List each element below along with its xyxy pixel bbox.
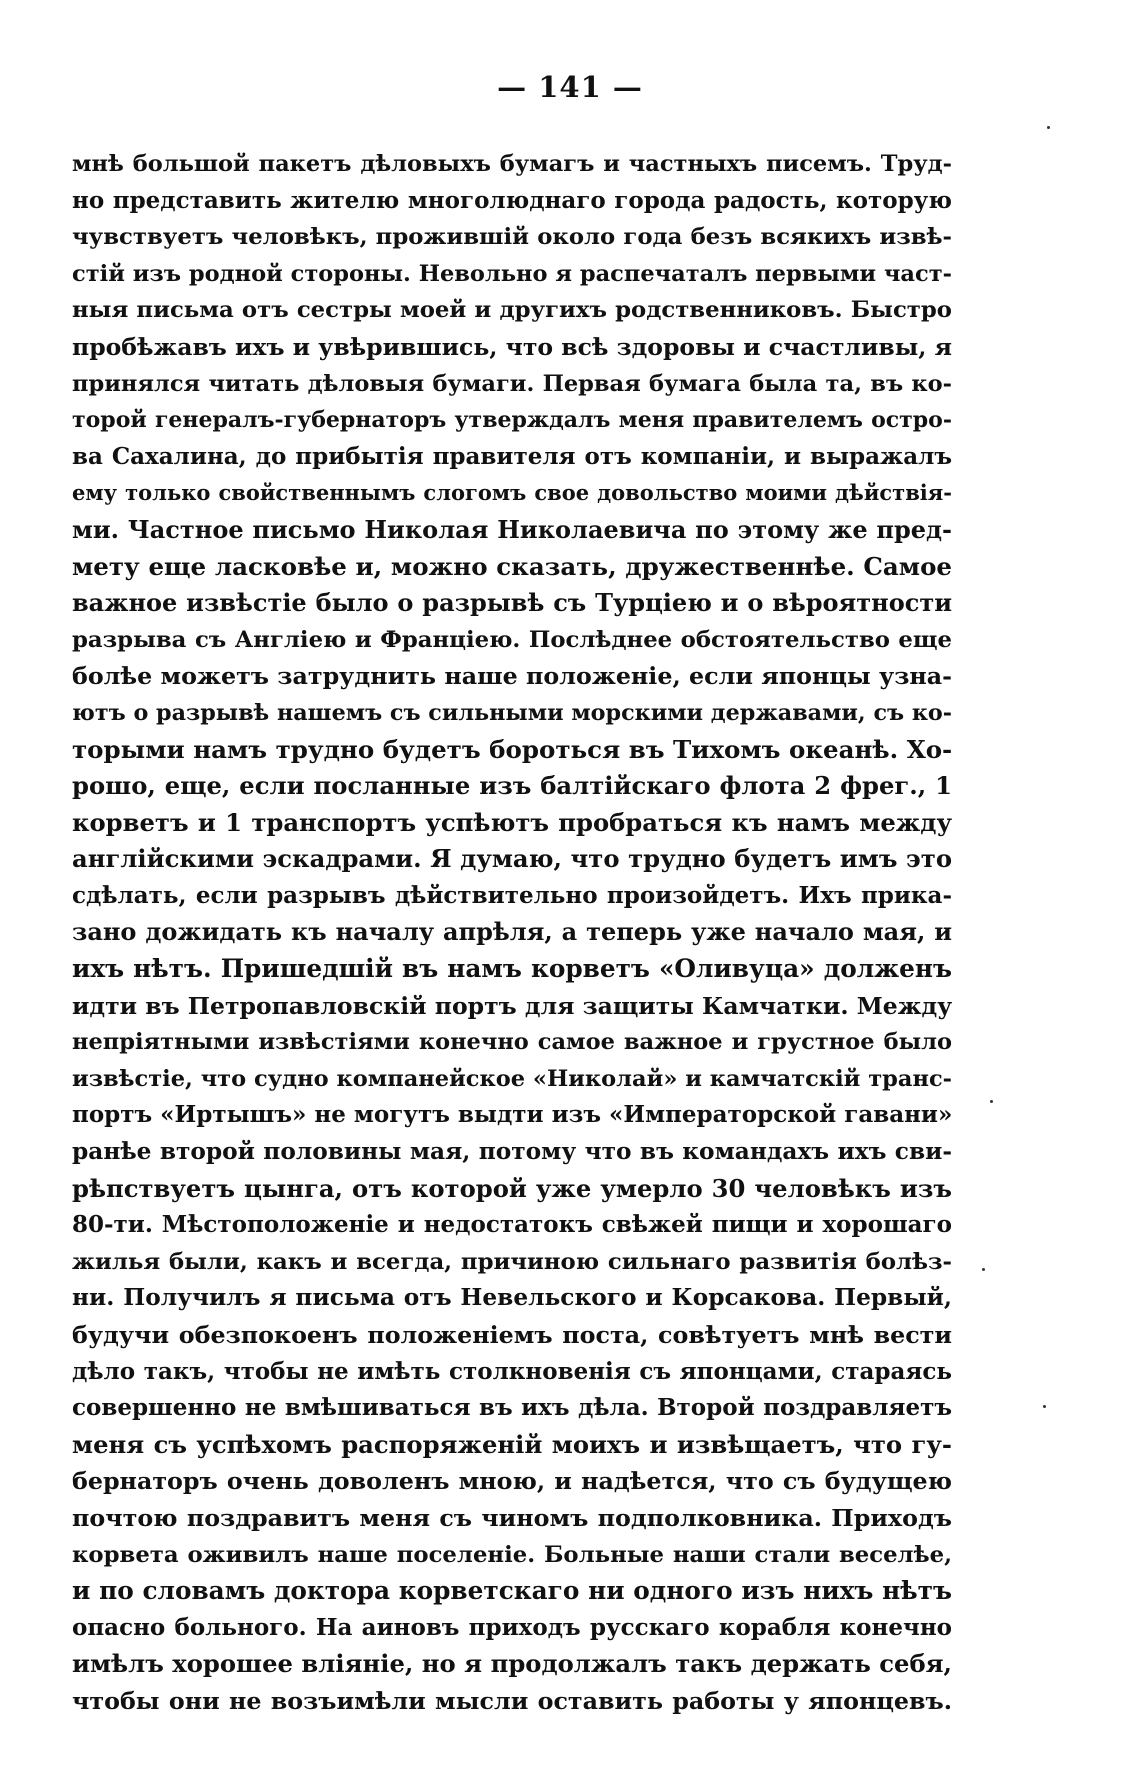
text-line: мету еще ласковѣе и, можно сказать, дружественнѣе. Самое <box>72 551 952 581</box>
text-line: важное извѣстіе было о разрывѣ съ Турціею и о вѣроятности <box>72 588 952 618</box>
print-speck <box>1043 1405 1046 1408</box>
print-speck <box>982 1268 985 1271</box>
text-line: ему только свойственнымъ слогомъ свое довольство моими дѣйствія- <box>72 480 952 506</box>
text-line: торыми намъ трудно будетъ бороться въ Тихомъ океанѣ. Хо- <box>72 734 952 764</box>
text-line: зано дожидать къ началу апрѣля, а теперь уже начало мая, и <box>72 917 952 947</box>
text-line: совершенно не вмѣшиваться въ ихъ дѣла. Второй поздравляетъ <box>72 1394 952 1422</box>
print-speck <box>1047 126 1050 129</box>
text-line: рѣпствуетъ цынга, отъ которой уже умерло 30 человѣкъ изъ <box>72 1173 952 1203</box>
text-line: дѣло такъ, чтобы не имѣть столкновенія съ японцами, стараясь <box>72 1357 952 1385</box>
text-line: корвета оживилъ наше поселеніе. Больные наши стали веселѣе, <box>72 1541 952 1568</box>
text-line: имѣлъ хорошее вліяніе, но я продолжалъ такъ держать себя, <box>72 1649 952 1679</box>
text-line: меня съ успѣхомъ распоряженій моихъ и извѣщаетъ, что гу- <box>72 1429 952 1459</box>
text-line: но представить жителю многолюднаго города радость, которую <box>72 186 952 214</box>
text-line: непріятными извѣстіями конечно самое важное и грустное было <box>72 1029 952 1056</box>
text-line: болѣе можетъ затруднить наше положеніе, если японцы узна- <box>72 662 952 691</box>
body-text <box>72 146 952 1720</box>
text-line: идти въ Петропавловскій портъ для защиты Камчатки. Между <box>72 991 952 1020</box>
print-speck <box>990 1100 993 1103</box>
text-line: ютъ о разрывѣ нашемъ съ сильными морскими державами, съ ко- <box>72 699 952 726</box>
text-line: ныя письма отъ сестры моей и другихъ родственниковъ. Быстро <box>72 297 952 324</box>
text-line: корветъ и 1 транспортъ успѣютъ пробраться къ намъ между <box>72 807 952 837</box>
text-line: англійскими эскадрами. Я думаю, что трудно будетъ имъ это <box>72 844 952 874</box>
text-line: ранѣе второй половины мая, потому что въ командахъ ихъ сви- <box>72 1138 952 1166</box>
text-line: сдѣлать, если разрывъ дѣйствительно произойдетъ. Ихъ прика- <box>72 881 952 909</box>
text-line: мнѣ большой пакетъ дѣловыхъ бумагъ и частныхъ писемъ. Труд- <box>72 151 952 177</box>
text-line: жилья были, какъ и всегда, причиною сильнаго развитія болѣз- <box>72 1248 952 1275</box>
text-line: пробѣжавъ ихъ и увѣрившись, что всѣ здоровы и счастливы, я <box>72 332 952 361</box>
text-line: портъ «Иртышъ» не могутъ выдти изъ «Императорской гавани» <box>72 1101 952 1129</box>
text-line: ни. Получилъ я письма отъ Невельского и Корсакова. Первый, <box>72 1284 952 1312</box>
text-line: извѣстіе, что судно компанейское «Николай» и камчатскій транс- <box>72 1065 952 1092</box>
text-line: чувствуетъ человѣкъ, прожившій около года безъ всякихъ извѣ- <box>72 224 952 251</box>
text-line: опасно больного. На аиновъ приходъ русскаго корабля конечно <box>72 1613 952 1641</box>
text-line: почтою поздравитъ меня съ чиномъ подполковника. Приходъ <box>72 1503 952 1532</box>
text-line: и по словамъ доктора корветскаго ни одного изъ нихъ нѣтъ <box>72 1576 952 1606</box>
text-line: чтобы они не возъимѣли мысли оставить работы у японцевъ. <box>72 1686 952 1715</box>
text-line: 80-ти. Мѣстоположеніе и недостатокъ свѣжей пищи и хорошаго <box>72 1211 952 1239</box>
text-line: торой генералъ-губернаторъ утверждалъ меня правителемъ остро- <box>72 407 952 434</box>
text-line: разрыва съ Англіею и Франціею. Послѣднее обстоятельство еще <box>72 626 952 653</box>
text-line: стій изъ родной стороны. Невольно я распечаталъ первыми част- <box>72 260 952 287</box>
page-number: — 141 — <box>497 70 643 104</box>
text-line: будучи обезпокоенъ положеніемъ поста, совѣтуетъ мнѣ вести <box>72 1321 952 1349</box>
text-line: ва Сахалина, до прибытія правителя отъ компаніи, и выражалъ <box>72 442 952 470</box>
text-line: рошо, еще, если посланные изъ балтійскаго флота 2 фрег., 1 <box>72 771 952 801</box>
text-line: ми. Частное письмо Николая Николаевича по этому же пред- <box>72 514 952 544</box>
text-line: ихъ нѣтъ. Пришедшій въ намъ корветъ «Оливуца» долженъ <box>72 954 952 984</box>
text-line: принялся читать дѣловыя бумаги. Первая бумага была та, въ ко- <box>72 370 952 397</box>
text-line: бернаторъ очень доволенъ мною, и надѣется, что съ будущею <box>72 1467 952 1496</box>
